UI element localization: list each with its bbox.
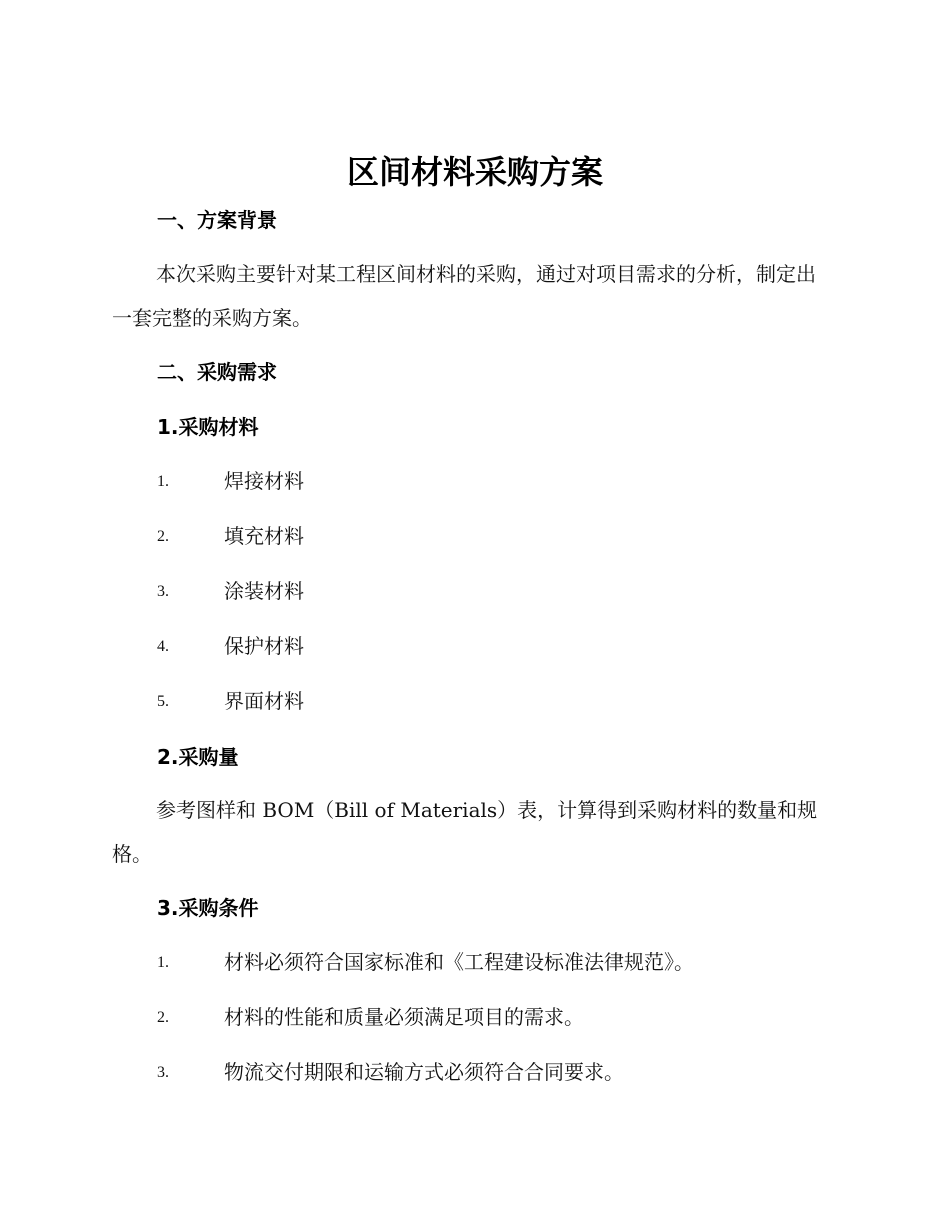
- list-item-text: 物流交付期限和运输方式必须符合合同要求。: [224, 1060, 624, 1084]
- list-item-text: 材料必须符合国家标准和《工程建设标准法律规范》。: [224, 950, 694, 974]
- subheading-materials: 1.采购材料: [157, 415, 259, 439]
- list-item-number: 3.: [157, 583, 169, 600]
- list-item: [157, 576, 837, 606]
- list-item-text: 界面材料: [224, 689, 304, 713]
- background-paragraph: 本次采购主要针对某工程区间材料的采购，通过对项目需求的分析，制定出一套完整的采购方案。: [112, 262, 816, 330]
- list-item-text: 填充材料: [224, 524, 304, 548]
- list-item: [157, 686, 837, 716]
- section-heading-background: 一、方案背景: [157, 208, 277, 232]
- list-item: [157, 1002, 837, 1032]
- list-item-number: 3.: [157, 1064, 169, 1081]
- list-item-number: 1.: [157, 473, 169, 490]
- subheading-conditions: 3.采购条件: [157, 896, 259, 920]
- document-title: 区间材料采购方案: [346, 153, 603, 191]
- list-item: [157, 631, 837, 661]
- list-item: [157, 521, 837, 551]
- list-item: [157, 947, 837, 977]
- section-heading-requirements: 二、采购需求: [157, 360, 277, 384]
- subheading-quantity: 2.采购量: [157, 745, 239, 769]
- list-item-text: 涂装材料: [224, 579, 304, 603]
- list-item-number: 2.: [157, 1009, 169, 1026]
- list-item-number: 5.: [157, 693, 169, 710]
- list-item-number: 1.: [157, 954, 169, 971]
- list-item-number: 2.: [157, 528, 169, 545]
- list-item: [157, 1057, 837, 1087]
- quantity-paragraph: 参考图样和 BOM（Bill of Materials）表，计算得到采购材料的数量和规格。: [112, 798, 818, 866]
- list-item-number: 4.: [157, 638, 169, 655]
- list-item-text: 材料的性能和质量必须满足项目的需求。: [224, 1005, 584, 1029]
- list-item-text: 保护材料: [224, 634, 304, 658]
- list-item-text: 焊接材料: [224, 469, 304, 493]
- list-item: [157, 466, 837, 496]
